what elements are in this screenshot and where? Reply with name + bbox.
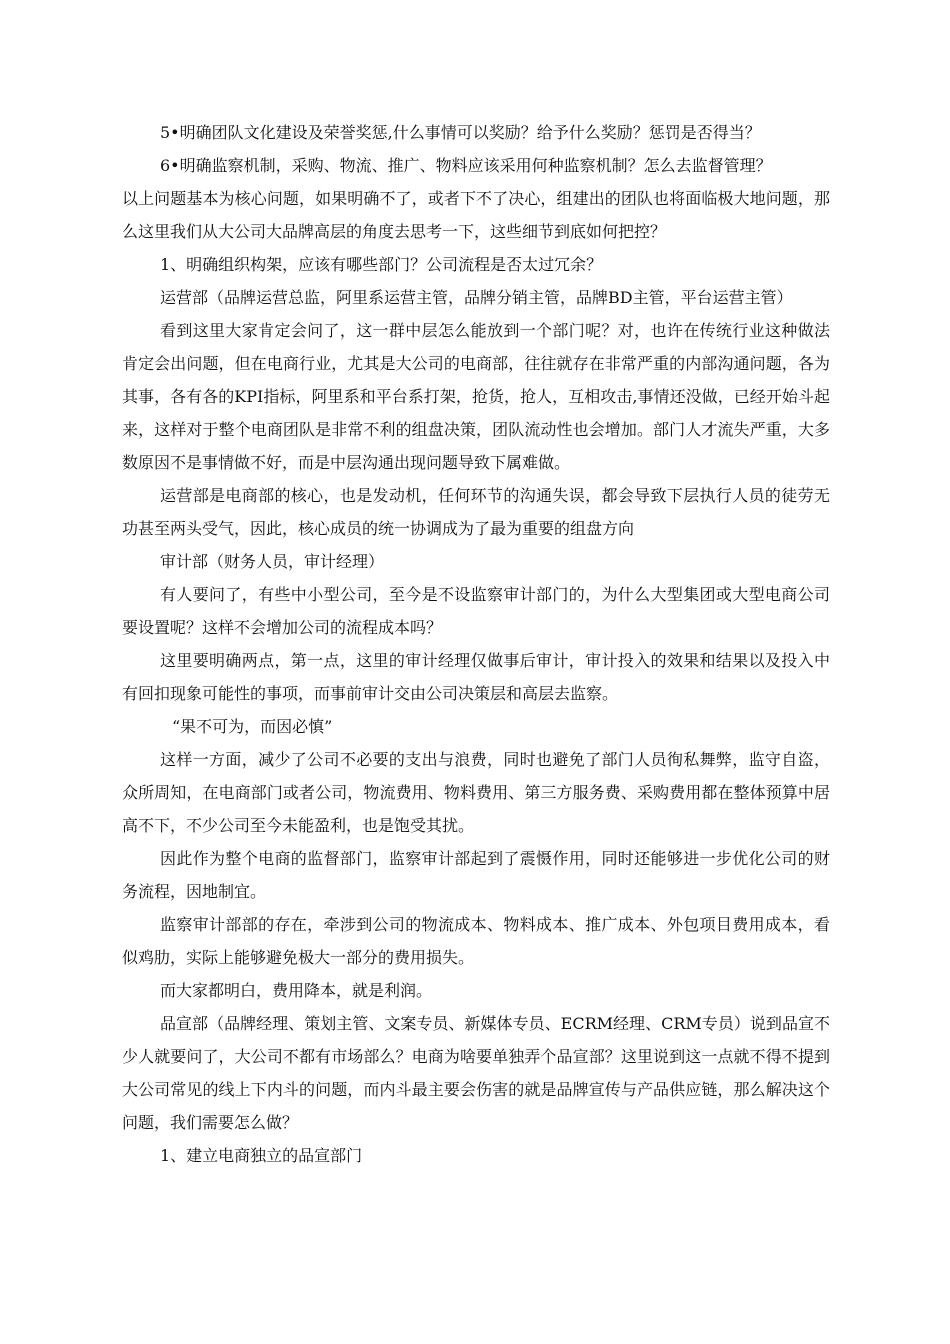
paragraph-14: 监察审计部部的存在，牵涉到公司的物流成本、物料成本、推广成本、外包项目费用成本，看似鸡肋，实际上能够避免极大一部分的费用损失。 xyxy=(122,915,830,967)
paragraph-13: 因此作为整个电商的监督部门，监察审计部起到了震慑作用，同时还能够进一步优化公司的财务流程，因地制宜。 xyxy=(122,849,830,901)
paragraph-6: 看到这里大家肯定会问了，这一群中层怎么能放到一个部门呢？对，也许在传统行业这种做法肯定会出问题，但在电商行业，尤其是大公司的电商部，往往就存在非常严重的内部沟通问题，各为其事，各有各的KPI指标，阿里系和平台系打架，抢货，抢人，互相攻击,事情还没做，已经开始斗起来，这样对于整个电商团队是非常不利的组盘决策，团队流动性也会增加。部门人才流失严重，大多数原因不是事情做不好，而是中层沟通出现问题导致下属难做。 xyxy=(122,321,830,472)
paragraph-12: 这样一方面，减少了公司不必要的支出与浪费，同时也避免了部门人员徇私舞弊，监守自盗，众所周知，在电商部门或者公司，物流费用、物料费用、第三方服务费、采购费用都在整体预算中居高不下，不少公司至今未能盈利，也是饱受其扰。 xyxy=(122,750,830,835)
paragraph-8: 审计部（财务人员，审计经理） xyxy=(160,552,385,571)
paragraph-4: 1、明确组织构架，应该有哪些部门？公司流程是否太过冗余？ xyxy=(160,255,603,274)
quote-line: “果不可为，而因必慎” xyxy=(172,717,333,736)
document-body xyxy=(122,116,830,1172)
paragraph-1: 5•明确团队文化建设及荣誉奖惩,什么事情可以奖励？给予什么奖励？惩罚是否得当？ xyxy=(160,123,761,142)
paragraph-7: 运营部是电商部的核心，也是发动机，任何环节的沟通失误，都会导致下层执行人员的徒劳无功甚至两头受气，因此，核心成员的统一协调成为了最为重要的组盘方向 xyxy=(122,486,830,538)
paragraph-5: 运营部（品牌运营总监，阿里系运营主管，品牌分销主管，品牌BD主管，平台运营主管） xyxy=(160,288,793,307)
paragraph-15: 而大家都明白，费用降本，就是利润。 xyxy=(160,981,433,1000)
paragraph-9: 有人要问了，有些中小型公司，至今是不设监察审计部门的，为什么大型集团或大型电商公司要设置呢？这样不会增加公司的流程成本吗？ xyxy=(122,585,830,637)
paragraph-2: 6•明确监察机制，采购、物流、推广、物料应该采用何种监察机制？怎么去监督管理？ xyxy=(160,156,772,175)
paragraph-16: 品宣部（品牌经理、策划主管、文案专员、新媒体专员、ECRM经理、CRM专员）说到品宣不少人就要问了，大公司不都有市场部么？电商为啥要单独弄个品宣部？这里说到这一点就不得不提到大公司常见的线上下内斗的问题，而内斗最主要会伤害的就是品牌宣传与产品供应链，那么解决这个问题，我们需要怎么做？ xyxy=(122,1014,830,1132)
paragraph-10: 这里要明确两点，第一点，这里的审计经理仅做事后审计，审计投入的效果和结果以及投入中有回扣现象可能性的事项，而事前审计交由公司决策层和高层去监察。 xyxy=(122,651,830,703)
paragraph-3: 以上问题基本为核心问题，如果明确不了，或者下不了决心，组建出的团队也将面临极大地问题，那么这里我们从大公司大品牌高层的角度去思考一下，这些细节到底如何把控？ xyxy=(122,189,830,241)
paragraph-17: 1、建立电商独立的品宣部门 xyxy=(160,1146,363,1165)
